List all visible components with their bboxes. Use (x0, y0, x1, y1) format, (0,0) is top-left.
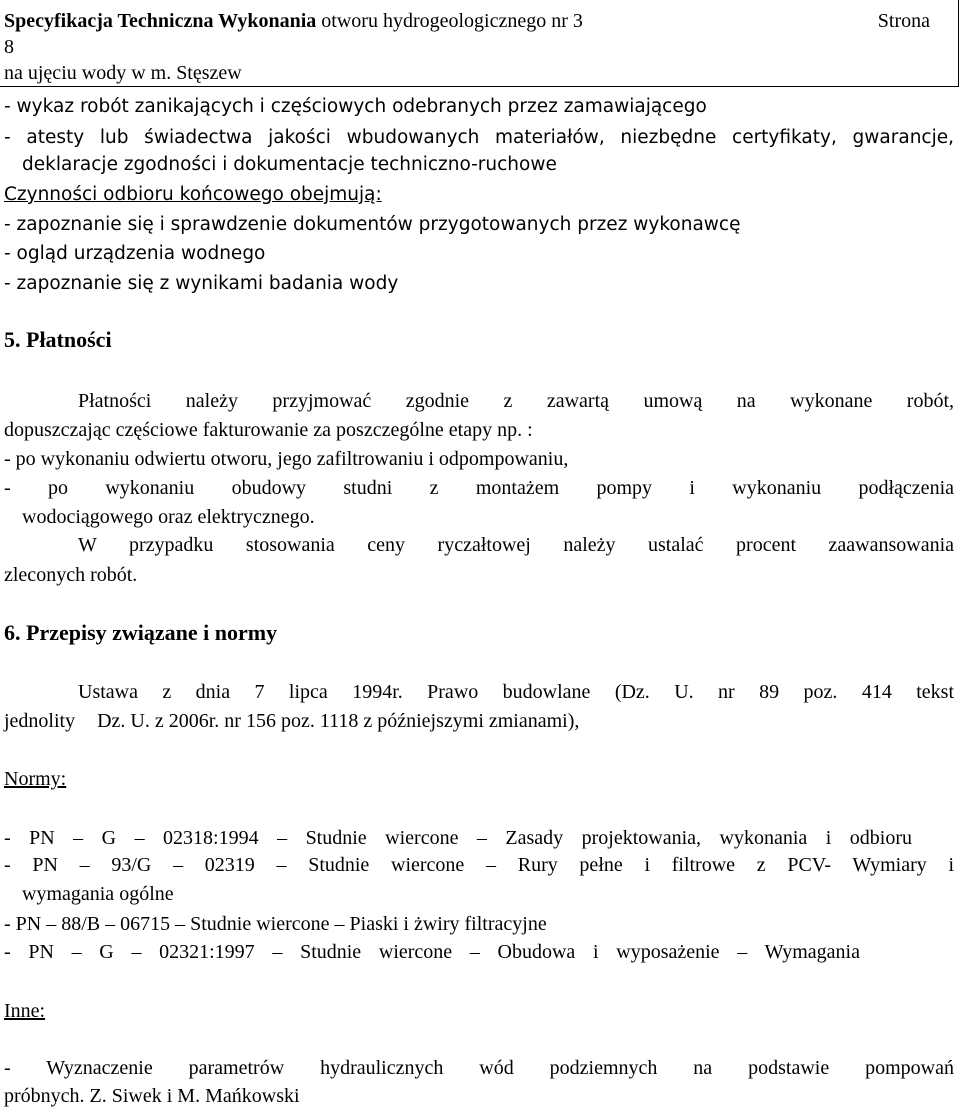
payments-para-1a: Płatności należy przyjmować zgodnie z zawartą umową na wykonane robót, (78, 390, 954, 412)
final-item-3: - zapoznanie się z wynikami badania wody (4, 273, 399, 294)
other-item-1a: - Wyznaczenie parametrów hydraulicznych wód podziemnych na podstawie pompowań (4, 1057, 954, 1079)
payments-para-2b: zleconych robót. (4, 564, 138, 586)
law-line-b (4, 709, 956, 733)
header-title (4, 9, 954, 33)
docs-item-1: - wykaz robót zanikających i częściowych odebranych przez zamawiającego (4, 96, 707, 117)
norm-2b: wymagania ogólne (22, 883, 174, 905)
page-header (0, 0, 959, 87)
payments-para-1b: dopuszczając częściowe fakturowanie za poszczególne etapy np. : (4, 419, 533, 441)
section-6-heading: 6. Przepisy związane i normy (4, 620, 278, 645)
final-item-1: - zapoznanie się i sprawdzenie dokumentów przygotowanych przez wykonawcę (4, 214, 741, 235)
payments-bullet-1: - po wykonaniu odwiertu otworu, jego zafiltrowaniu i odpompowaniu, (4, 448, 569, 470)
payments-bullet-2b: wodociągowego oraz elektrycznego. (22, 506, 315, 528)
law-line-b1: jednolity (4, 710, 76, 732)
docs-item-2b: deklaracje zgodności i dokumentacje techniczno-ruchowe (22, 154, 557, 175)
section-5-heading: 5. Płatności (4, 327, 112, 352)
norms-label: Normy: (4, 768, 67, 790)
header-page-label: Strona (877, 10, 930, 32)
header-location: na ujęciu wody w m. Stęszew (4, 62, 242, 84)
payments-para-2a: W przypadku stosowania ceny ryczałtowej należy ustalać procent zaawansowania (78, 534, 954, 556)
header-page-number: 8 (4, 36, 14, 58)
docs-item-2a: - atesty lub świadectwa jakości wbudowanych materiałów, niezbędne certyfikaty, gwarancje, (4, 127, 954, 148)
payments-bullet-2a: - po wykonaniu obudowy studni z montażem pompy i wykonaniu podłączenia (4, 477, 954, 499)
final-item-2: - ogląd urządzenia wodnego (4, 243, 266, 264)
other-item-1b: próbnych. Z. Siwek i M. Mańkowski (4, 1085, 300, 1107)
law-line-b2: Dz. U. z 2006r. nr 156 poz. 1118 z późniejszymi zmianami), (97, 710, 580, 732)
header-title-bold: Specyfikacja Techniczna Wykonania (4, 10, 317, 32)
norm-2a: - PN – 93/G – 02319 – Studnie wiercone – Rury pełne i filtrowe z PCV- Wymiary i (4, 854, 954, 876)
final-acceptance-heading: Czynności odbioru końcowego obejmują: (4, 184, 382, 205)
other-label: Inne: (4, 1000, 46, 1022)
law-line-a: Ustawa z dnia 7 lipca 1994r. Prawo budowlane (Dz. U. nr 89 poz. 414 tekst (78, 681, 954, 703)
header-title-rest: otworu hydrogeologicznego nr 3 (316, 10, 583, 32)
norm-4: - PN – G – 02321:1997 – Studnie wiercone – Obudowa i wyposażenie – Wymagania (4, 941, 860, 963)
norm-1: - PN – G – 02318:1994 – Studnie wiercone – Zasady projektowania, wykonania i odbioru (4, 827, 912, 849)
norm-3: - PN – 88/B – 06715 – Studnie wiercone – Piaski i żwiry filtracyjne (4, 913, 547, 935)
